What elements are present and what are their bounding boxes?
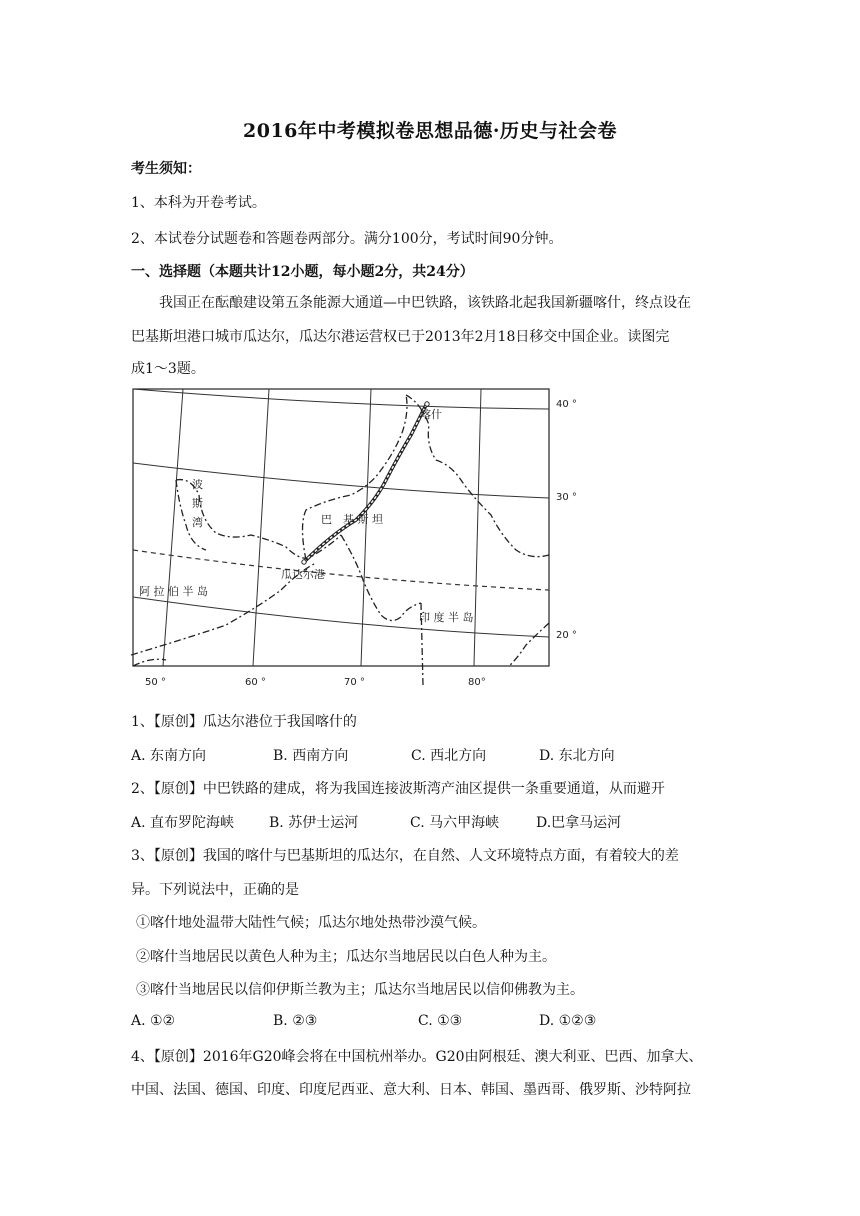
india-west-coast <box>341 535 421 621</box>
india-east-coast <box>509 623 549 666</box>
label-pakistan: 巴 基 斯 坦 <box>321 513 383 526</box>
notice-item-1: 1、本科为开卷考试。 <box>131 195 266 211</box>
label-persian-gulf-2: 斯 <box>192 497 203 510</box>
lat-label-40: 40 ° <box>556 399 577 410</box>
label-arabian-peninsula: 阿 拉 伯 半 岛 <box>139 585 208 598</box>
map-figure <box>131 385 591 693</box>
lon-label-70: 70 ° <box>344 677 365 688</box>
notice-heading: 考生须知： <box>131 161 201 177</box>
q3-option-c[interactable]: C. ①③ <box>418 1013 463 1029</box>
tropic-line <box>133 550 549 590</box>
q3-options <box>131 1013 596 1029</box>
map-svg <box>131 385 591 693</box>
latitude-20-line <box>133 597 549 637</box>
q1-option-b[interactable]: B. 西南方向 <box>273 748 349 764</box>
q3-option-b[interactable]: B. ②③ <box>273 1013 318 1029</box>
q3-stem-line-1: 3、【原创】我国的喀什与巴基斯坦的瓜达尔，在自然、人文环境特点方面，有着较大的差 <box>131 848 679 864</box>
q1-option-d[interactable]: D. 东北方向 <box>539 748 615 764</box>
q3-statement-2: ②喀什当地居民以黄色人种为主；瓜达尔当地居民以白色人种为主。 <box>136 949 556 965</box>
q3-statement-1: ①喀什地处温带大陆性气候；瓜达尔地处热带沙漠气候。 <box>136 915 486 931</box>
q2-options <box>131 812 621 832</box>
longitude-50-line <box>163 389 183 666</box>
q4-line-1: 4、【原创】2016年G20峰会将在中国杭州举办。G20由阿根廷、澳大利亚、巴西、加拿大、 <box>131 1049 703 1065</box>
q2-stem: 2、【原创】中巴铁路的建成，将为我国连接波斯湾产油区提供一条重要通道，从而避开 <box>131 781 665 797</box>
notice-item-2: 2、本试卷分试题卷和答题卷两部分。满分100分，考试时间90分钟。 <box>131 231 563 247</box>
q1-options <box>131 745 615 765</box>
label-indian-peninsula: 印 度 半 岛 <box>419 611 474 624</box>
lat-label-30: 30 ° <box>556 492 577 503</box>
q3-stem-line-2: 异。下列说法中，正确的是 <box>131 882 299 898</box>
pakistan-west-border <box>303 395 408 560</box>
q3-option-d[interactable]: D. ①②③ <box>539 1013 597 1029</box>
section-heading: 一、选择题（本题共计12小题，每小题2分，共24分） <box>131 264 474 280</box>
q3-option-a[interactable]: A. ①② <box>131 1013 176 1029</box>
gwadar-marker <box>302 560 306 564</box>
latitude-40-line <box>133 389 549 409</box>
q2-option-c[interactable]: C. 马六甲海峡 <box>410 815 500 831</box>
lat-label-20: 20 ° <box>556 630 577 641</box>
lon-label-80: 80° <box>468 677 486 688</box>
label-kashgar: 喀什 <box>420 408 442 421</box>
intro-line-2: 巴基斯坦港口城市瓜达尔，瓜达尔港运营权已于2013年2月18日移交中国企业。读图完 <box>131 329 670 345</box>
intro-line-1: 我国正在酝酿建设第五条能源大通道—中巴铁路，该铁路北起我国新疆喀什，终点设在 <box>159 295 691 311</box>
lon-label-60: 60 ° <box>245 677 266 688</box>
arabia-coast-south <box>133 659 166 666</box>
kashgar-marker <box>425 402 429 406</box>
page-title: 2016年中考模拟卷思想品德·历史与社会卷 <box>243 120 617 142</box>
q4-line-2: 中国、法国、德国、印度、印度尼西亚、意大利、日本、韩国、墨西哥、俄罗斯、沙特阿拉 <box>131 1082 691 1098</box>
q2-option-d[interactable]: D.巴拿马运河 <box>536 815 622 831</box>
q2-option-a[interactable]: A. 直布罗陀海峡 <box>131 815 235 831</box>
q1-stem: 1、【原创】瓜达尔港位于我国喀什的 <box>131 714 357 730</box>
intro-line-3: 成1～3题。 <box>131 361 205 377</box>
longitude-80-line <box>474 389 481 666</box>
q1-option-c[interactable]: C. 西北方向 <box>411 748 487 764</box>
lon-label-50: 50 ° <box>145 677 166 688</box>
label-persian-gulf-1: 波 <box>192 478 203 491</box>
label-gwadar: 瓜达尔港 <box>281 568 325 581</box>
q1-option-a[interactable]: A. 东南方向 <box>131 748 207 764</box>
q3-statement-3: ③喀什当地居民以信仰伊斯兰教为主；瓜达尔当地居民以信仰佛教为主。 <box>136 982 584 998</box>
longitude-60-line <box>253 389 269 666</box>
label-persian-gulf-3: 湾 <box>192 516 203 529</box>
q2-option-b[interactable]: B. 苏伊士运河 <box>269 815 359 831</box>
